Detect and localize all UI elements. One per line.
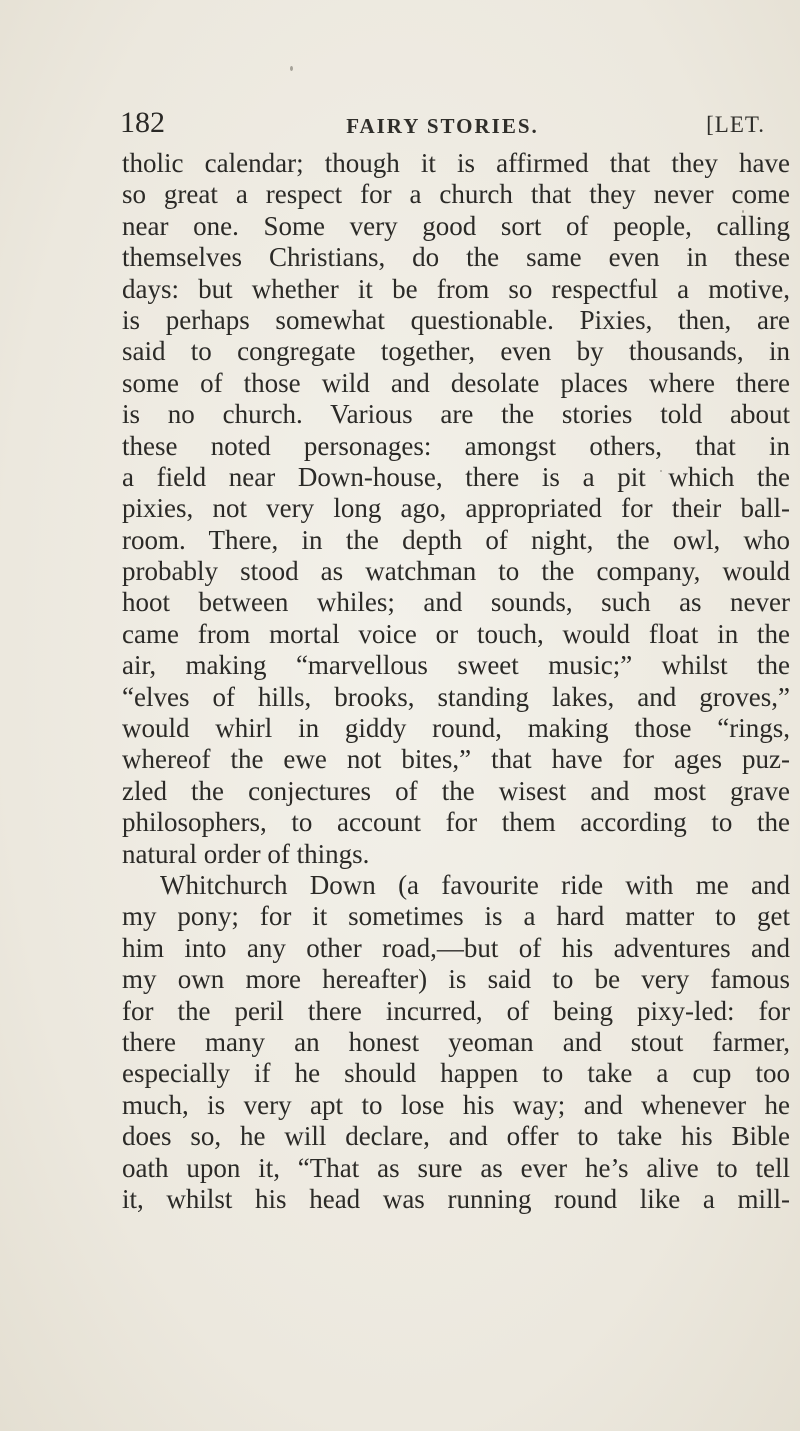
text-line: oath upon it, “That as sure as ever he’s alive to tell [122, 1152, 790, 1183]
text-line: for the peril there incurred, of being pixy-led: for [122, 995, 790, 1026]
text-line: is no church. Various are the stories told about [122, 399, 790, 430]
paragraph-end-line: natural order of things. [122, 838, 370, 869]
text-line: some of those wild and desolate places where there [122, 367, 790, 398]
text-line: pixies, not very long ago, appropriated for their ball- [122, 493, 790, 524]
text-line: philosophers, to account for them according to the [122, 807, 790, 838]
text-line: room. There, in the depth of night, the owl, who [122, 524, 790, 555]
text-line: does so, he will declare, and offer to take his Bible [122, 1121, 790, 1152]
text-line: days: but whether it be from so respectful a motive, [122, 273, 790, 304]
section-mark: [LET. [706, 112, 765, 137]
text-line: came from mortal voice or touch, would float in the [122, 618, 790, 649]
paper-speck [290, 66, 293, 71]
page-header [120, 106, 765, 146]
text-line: “elves of hills, brooks, standing lakes, and groves,” [122, 681, 790, 712]
text-line: tholic calendar; though it is affirmed that they have [122, 148, 790, 178]
text-line: themselves Christians, do the same even in these [122, 242, 790, 273]
text-line: is perhaps somewhat questionable. Pixies, then, are [122, 304, 790, 335]
text-line: my pony; for it sometimes is a hard matter to get [122, 901, 790, 932]
text-line: these noted personages: amongst others, that in [122, 430, 790, 461]
text-line: zled the conjectures of the wisest and most grave [122, 775, 790, 806]
text-line: much, is very apt to lose his way; and whenever he [122, 1089, 790, 1120]
body-text [122, 148, 790, 1215]
paragraph-start-line: Whitchurch Down (a favourite ride with me and [160, 869, 790, 900]
text-line: it, whilst his head was running round like a mill- [122, 1183, 790, 1214]
page-number: 182 [120, 106, 165, 139]
text-line: especially if he should happen to take a cup too [122, 1058, 790, 1089]
text-line: would whirl in giddy round, making those “rings, [122, 713, 790, 744]
text-line: there many an honest yeoman and stout farmer, [122, 1026, 790, 1057]
text-line: my own more hereafter) is said to be very famous [122, 964, 790, 995]
text-line: whereof the ewe not bites,” that have for ages puz- [122, 744, 790, 775]
text-line: hoot between whiles; and sounds, such as never [122, 587, 790, 618]
text-line: him into any other road,—but of his adventures and [122, 932, 790, 963]
text-line: near one. Some very good sort of people, calling [122, 210, 790, 241]
text-line: air, making “marvellous sweet music;” whilst the [122, 650, 790, 681]
text-line: said to congregate together, even by thousands, in [122, 336, 790, 367]
text-line: so great a respect for a church that they never come [122, 179, 790, 210]
text-line: a field near Down-house, there is a pit which the [122, 461, 790, 492]
running-title: FAIRY STORIES. [346, 114, 539, 138]
text-line: probably stood as watchman to the company, would [122, 556, 790, 587]
